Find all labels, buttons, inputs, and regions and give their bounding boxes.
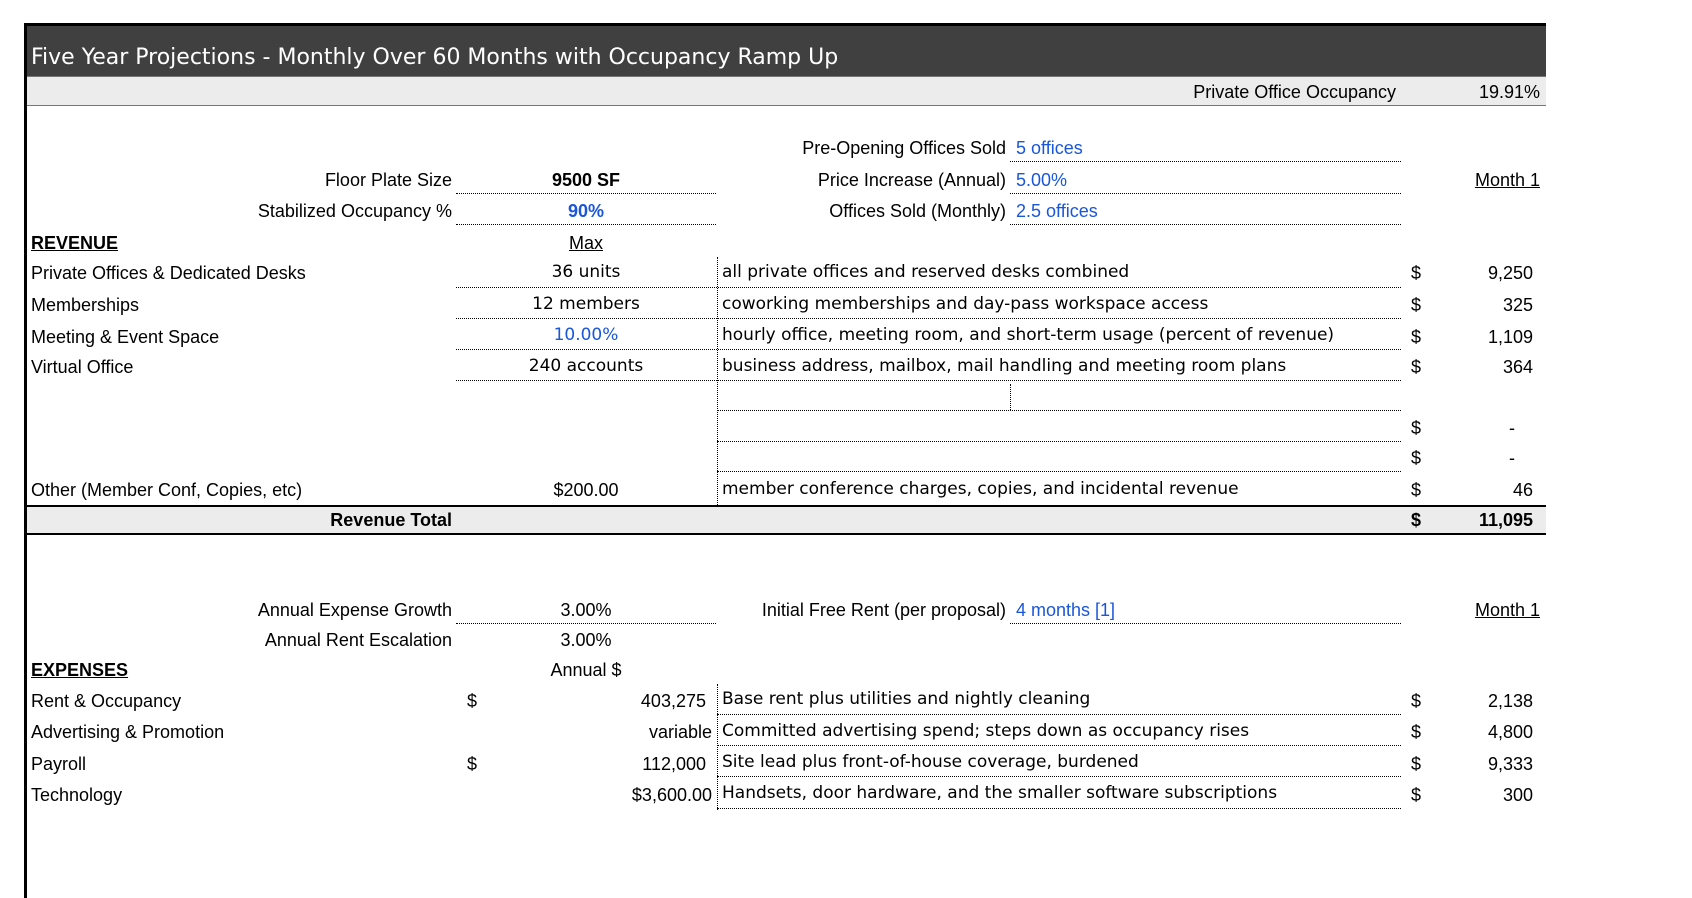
expense-growth-underline (456, 623, 716, 624)
row-divider (456, 349, 1401, 350)
offices-sold-underline (1010, 224, 1401, 225)
revenue-item-desc[interactable]: coworking memberships and day-pass workspace access (722, 294, 1209, 314)
free-rent-underline (1010, 623, 1401, 624)
row-divider (456, 287, 1401, 288)
revenue-total-label: Revenue Total (330, 510, 452, 530)
floor-plate-value[interactable]: 9500 SF (551, 170, 621, 190)
rent-escalation-label: Annual Rent Escalation (264, 630, 452, 650)
row-divider (717, 410, 1401, 411)
row-divider (717, 745, 1401, 746)
expense-item-value[interactable]: 4,800 (1487, 722, 1533, 742)
expense-item-value[interactable]: 9,333 (1487, 754, 1533, 774)
revenue-item-currency: $ (1411, 448, 1422, 468)
revenue-item-currency: $ (1411, 418, 1422, 438)
revenue-item-value[interactable]: - (1509, 418, 1515, 438)
expense-item-currency: $ (1411, 722, 1422, 742)
expense-growth-value[interactable]: 3.00% (560, 600, 612, 620)
expense-item-name: Payroll (31, 754, 87, 774)
revenue-item-qty[interactable]: 240 accounts (528, 356, 644, 376)
expense-month-label: Month 1 (1474, 600, 1540, 620)
revenue-item-currency: $ (1411, 295, 1422, 315)
expense-item-currency: $ (1411, 785, 1422, 805)
revenue-item-name: Meeting & Event Space (31, 327, 220, 347)
expense-item-annual[interactable]: variable (648, 722, 712, 742)
expense-item-name: Rent & Occupancy (31, 691, 182, 711)
expense-item-desc[interactable]: Handsets, door hardware, and the smaller software subscriptions (722, 783, 1278, 803)
max-column-label: Max (568, 233, 603, 253)
revenue-item-qty[interactable]: 36 units (551, 262, 621, 282)
cell-divider (1010, 384, 1011, 410)
description-column-divider (717, 684, 718, 810)
revenue-month-label: Month 1 (1474, 170, 1540, 190)
revenue-item-desc[interactable]: member conference charges, copies, and incidental revenue (722, 479, 1239, 499)
expense-item-currency: $ (1411, 754, 1422, 774)
revenue-item-currency: $ (1411, 327, 1422, 347)
revenue-item-value[interactable]: 364 (1502, 357, 1533, 377)
row-divider (717, 714, 1401, 715)
offices-sold-value[interactable]: 2.5 offices (1016, 201, 1098, 221)
price-increase-value[interactable]: 5.00% (1016, 170, 1068, 190)
revenue-item-value[interactable]: 46 (1512, 480, 1533, 500)
sheet-title: Five Year Projections - Monthly Over 60 Months with Occupancy Ramp Up (27, 26, 1546, 76)
row-divider (717, 808, 1401, 809)
stabilized-occupancy-label: Stabilized Occupancy % (257, 201, 452, 221)
preopening-value[interactable]: 5 offices (1016, 138, 1083, 158)
floor-plate-label: Floor Plate Size (324, 170, 452, 190)
price-increase-underline (1010, 193, 1401, 194)
revenue-item-qty[interactable]: 10.00% (553, 325, 619, 345)
revenue-item-value[interactable]: 1,109 (1487, 327, 1533, 347)
expense-item-currency-annual: $ (467, 691, 478, 711)
free-rent-label: Initial Free Rent (per proposal) (761, 600, 1006, 620)
expense-item-currency-annual: $ (467, 754, 478, 774)
expense-item-name: Technology (31, 785, 123, 805)
expense-item-annual[interactable]: 112,000 (642, 754, 706, 774)
offices-sold-label: Offices Sold (Monthly) (829, 201, 1006, 221)
revenue-item-name: Private Offices & Dedicated Desks (31, 263, 306, 283)
occupancy-bar (27, 76, 1546, 106)
revenue-item-name: Virtual Office (31, 357, 134, 377)
preopening-underline (1010, 161, 1401, 162)
stabilized-underline (456, 224, 716, 225)
expense-item-currency: $ (1411, 691, 1422, 711)
revenue-item-desc[interactable]: hourly office, meeting room, and short-term usage (percent of revenue) (722, 325, 1335, 345)
revenue-item-qty[interactable]: 12 members (532, 294, 640, 314)
revenue-item-currency: $ (1411, 480, 1422, 500)
expense-item-value[interactable]: 2,138 (1487, 691, 1533, 711)
revenue-item-name: Other (Member Conf, Copies, etc) (31, 480, 303, 500)
expense-item-value[interactable]: 300 (1502, 785, 1533, 805)
revenue-item-value[interactable]: 325 (1502, 295, 1533, 315)
revenue-total-row (27, 505, 1546, 535)
price-increase-label: Price Increase (Annual) (817, 170, 1006, 190)
row-divider (456, 380, 1401, 381)
rent-escalation-value[interactable]: 3.00% (560, 630, 612, 650)
revenue-item-desc[interactable]: all private offices and reserved desks combined (722, 262, 1130, 282)
row-divider (717, 471, 1401, 472)
row-divider (717, 776, 1401, 777)
expense-item-name: Advertising & Promotion (31, 722, 225, 742)
revenue-item-currency: $ (1411, 357, 1422, 377)
revenue-total-value[interactable]: 11,095 (1478, 510, 1533, 530)
revenue-heading: REVENUE (31, 233, 119, 253)
revenue-item-value[interactable]: - (1509, 448, 1515, 468)
expenses-heading: EXPENSES (31, 660, 129, 680)
revenue-total-currency: $ (1411, 510, 1422, 530)
row-divider (456, 318, 1401, 319)
annual-column-label: Annual $ (550, 660, 622, 680)
revenue-item-name: Memberships (31, 295, 140, 315)
floor-plate-underline (456, 193, 716, 194)
preopening-label: Pre-Opening Offices Sold (802, 138, 1006, 158)
revenue-item-currency: $ (1411, 263, 1422, 283)
expense-item-desc[interactable]: Site lead plus front-of-house coverage, burdened (722, 752, 1139, 772)
expense-item-annual[interactable]: $3,600.00 (631, 785, 712, 805)
expense-growth-label: Annual Expense Growth (257, 600, 452, 620)
revenue-item-desc[interactable]: business address, mailbox, mail handling and meeting room plans (722, 356, 1287, 376)
occupancy-label: Private Office Occupancy (1193, 82, 1396, 102)
revenue-item-qty[interactable]: $200.00 (553, 480, 619, 500)
stabilized-occupancy-value[interactable]: 90% (567, 201, 605, 221)
expense-item-desc[interactable]: Base rent plus utilities and nightly cleaning (722, 689, 1091, 709)
occupancy-value[interactable]: 19.91% (1478, 82, 1540, 102)
expense-item-annual[interactable]: 403,275 (640, 691, 706, 711)
revenue-item-value[interactable]: 9,250 (1487, 263, 1533, 283)
free-rent-value[interactable]: 4 months [1] (1016, 600, 1116, 620)
expense-item-desc[interactable]: Committed advertising spend; steps down as occupancy rises (722, 721, 1250, 741)
row-divider (717, 441, 1401, 442)
description-column-divider (717, 257, 718, 505)
